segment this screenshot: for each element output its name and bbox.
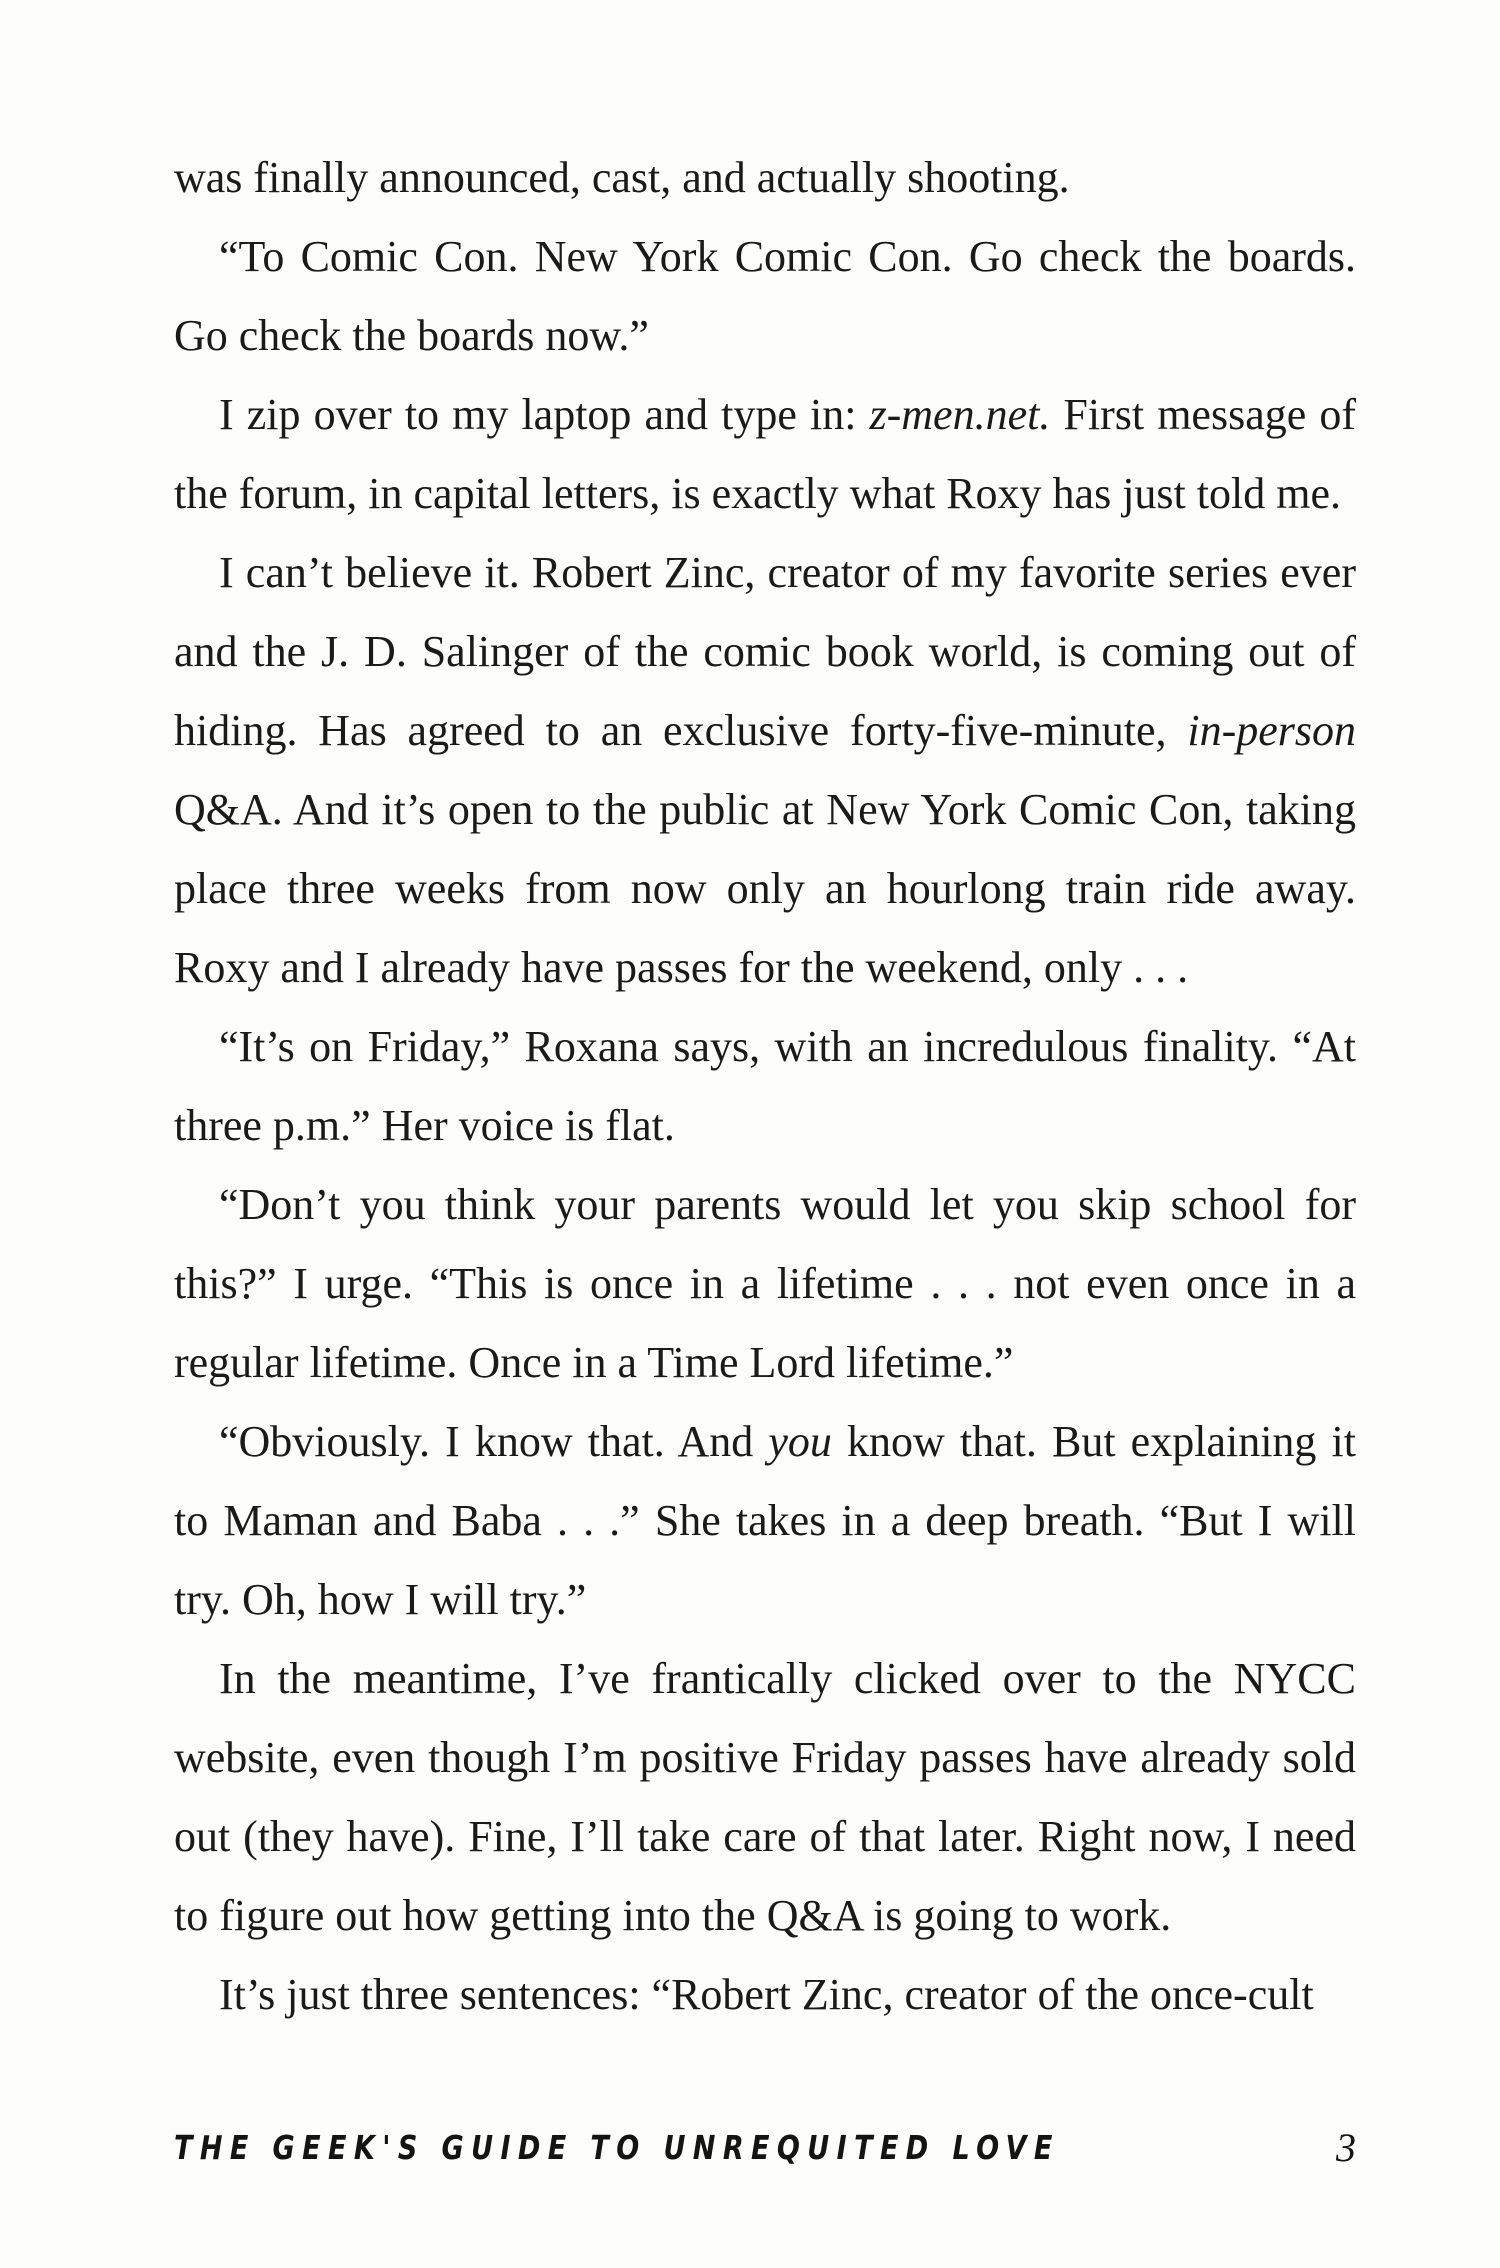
paragraph-8: In the meantime, I’ve frantically clicked over to the NYCC website, even though I’m positive Friday passes have already sold out (they have). Fine, I’ll take care of that later. Right now, I need to figure out how getting into the Q&A is going to work. xyxy=(174,1654,1356,1940)
paragraph-5: “It’s on Friday,” Roxana says, with an incredulous finality. “At three p.m.” Her voice is flat. xyxy=(174,1022,1356,1150)
page-number: 3 xyxy=(1336,2125,1356,2170)
paragraph-7: “Obviously. I know that. And you know that. But explaining it to Maman and Baba . . .” She takes in a deep breath. “But I will try. Oh, how I will try.” xyxy=(174,1417,1356,1624)
emphasis-text: in-person xyxy=(1187,706,1356,755)
running-head: THE GEEK'S GUIDE TO UNREQUITED LOVE xyxy=(174,2128,1060,2167)
paragraph-2: “To Comic Con. New York Comic Con. Go check the boards. Go check the boards now.” xyxy=(174,232,1356,360)
emphasis-text: you xyxy=(768,1417,832,1466)
paragraph-9: It’s just three sentences: “Robert Zinc, creator of the once-cult xyxy=(219,1970,1314,2019)
page-footer xyxy=(174,2125,1356,2184)
page-body xyxy=(174,138,1356,2034)
paragraph-1: was finally announced, cast, and actually shooting. xyxy=(174,153,1070,202)
paragraph-6: “Don’t you think your parents would let you skip school for this?” I urge. “This is once in a lifetime . . . not even once in a regular lifetime. Once in a Time Lord lifetime.” xyxy=(174,1180,1356,1387)
paragraph-3: I zip over to my laptop and type in: z-men.net. First message of the forum, in capital letters, is exactly what Roxy has just told me. xyxy=(174,390,1357,518)
url-text: z-men.net. xyxy=(869,390,1051,439)
paragraph-4: I can’t believe it. Robert Zinc, creator of my favorite series ever and the J. D. Salinger of the comic book world, is coming out of hiding. Has agreed to an exclusive forty-five-minute, in-person Q&A. And it’s open to the public at New York Comic Con, taking place three weeks from now only an hourlong train ride away. Roxy and I already have passes for the weekend, only . . . xyxy=(174,548,1356,992)
